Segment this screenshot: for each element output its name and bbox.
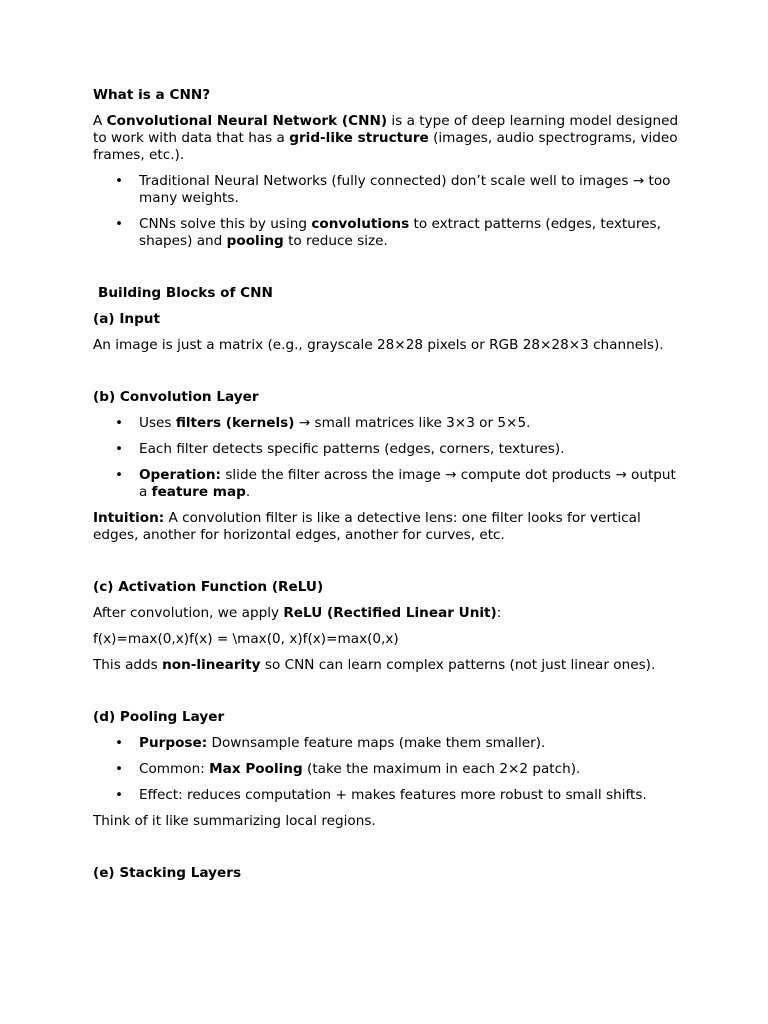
- text-run: :: [496, 605, 502, 621]
- bullet-list-pooling: [93, 735, 683, 804]
- list-item: [93, 173, 683, 207]
- text-run: Traditional Neural Networks (fully connected) don’t scale well to images → too many weights.: [139, 173, 671, 206]
- text-run: .: [245, 484, 251, 500]
- bold-term-grid: grid-like structure: [289, 130, 429, 146]
- bullet-icon: •: [115, 173, 124, 189]
- list-item: [93, 216, 683, 250]
- bold-term-pooling: pooling: [226, 233, 284, 249]
- heading-convolution-layer: (b) Convolution Layer: [93, 389, 259, 405]
- text-run: A: [93, 113, 107, 129]
- bold-term-purpose: Purpose:: [139, 735, 208, 751]
- paragraph-intuition: [93, 510, 683, 544]
- formula-relu: f(x)=max(0,x)f(x) = \max(0, x)f(x)=max(0,x): [93, 631, 399, 647]
- bullet-icon: •: [115, 787, 124, 803]
- spacer: [93, 553, 683, 579]
- bold-term-relu: ReLU (Rectified Linear Unit): [283, 605, 497, 621]
- bold-term-intuition: Intuition:: [93, 510, 165, 526]
- bold-term-nonlinearity: non-linearity: [162, 657, 261, 673]
- bullet-list-what: [93, 173, 683, 250]
- text-run: CNNs solve this by using: [139, 216, 312, 232]
- paragraph-relu-intro: [93, 605, 683, 622]
- list-item: [93, 761, 683, 778]
- heading-activation-function: (c) Activation Function (ReLU): [93, 579, 324, 595]
- list-item: [93, 735, 683, 752]
- text-run: is a type of deep learning model designed to work with data that has a: [93, 113, 679, 146]
- text-run: Downsample feature maps (make them smaller).: [207, 735, 546, 751]
- list-item: [93, 441, 683, 458]
- paragraph-pooling-summary: Think of it like summarizing local regions.: [93, 813, 376, 829]
- text-run: Common:: [139, 761, 210, 777]
- heading-building-blocks: Building Blocks of CNN: [98, 285, 273, 301]
- text-run: Each filter detects specific patterns (edges, corners, textures).: [139, 441, 565, 457]
- bullet-icon: •: [115, 761, 124, 777]
- text-run: to reduce size.: [283, 233, 388, 249]
- paragraph-nonlinearity: [93, 657, 683, 674]
- text-run: (take the maximum in each 2×2 patch).: [302, 761, 581, 777]
- bold-term-filters: filters (kernels): [175, 415, 295, 431]
- bullet-icon: •: [115, 441, 124, 457]
- text-run: This adds: [93, 657, 163, 673]
- bullet-icon: •: [115, 216, 124, 232]
- text-run: to extract patterns (edges, textures, shapes) and: [139, 216, 661, 249]
- list-item: [93, 787, 683, 804]
- document-page: [93, 87, 683, 891]
- text-run: A convolution filter is like a detective lens: one filter looks for vertical edges, another for horizontal edges, another for curves, etc.: [93, 510, 641, 543]
- heading-stacking-layers: (e) Stacking Layers: [93, 865, 242, 881]
- heading-what-is-cnn: What is a CNN?: [93, 87, 211, 103]
- text-run: After convolution, we apply: [93, 605, 284, 621]
- list-item: [93, 467, 683, 501]
- heading-pooling-layer: (d) Pooling Layer: [93, 709, 225, 725]
- bullet-icon: •: [115, 467, 124, 483]
- paragraph-cnn-definition: [93, 113, 683, 164]
- bold-term-operation: Operation:: [139, 467, 221, 483]
- text-run: → small matrices like 3×3 or 5×5.: [294, 415, 531, 431]
- bullet-icon: •: [115, 735, 124, 751]
- text-run: so CNN can learn complex patterns (not just linear ones).: [260, 657, 656, 673]
- bold-term-max-pooling: Max Pooling: [209, 761, 303, 777]
- heading-input: (a) Input: [93, 311, 160, 327]
- text-run: Effect: reduces computation + makes features more robust to small shifts.: [139, 787, 647, 803]
- spacer: [93, 363, 683, 389]
- spacer: [93, 259, 683, 285]
- bullet-icon: •: [115, 415, 124, 431]
- spacer: [93, 683, 683, 709]
- text-run: slide the filter across the image → compute dot products → output a: [139, 467, 676, 500]
- list-item: [93, 415, 683, 432]
- bullet-list-conv: [93, 415, 683, 501]
- text-run: (images, audio spectrograms, video frames, etc.).: [93, 130, 678, 163]
- paragraph-input: An image is just a matrix (e.g., grayscale 28×28 pixels or RGB 28×28×3 channels).: [93, 337, 664, 353]
- spacer: [93, 839, 683, 865]
- text-run: Uses: [139, 415, 176, 431]
- bold-term-feature-map: feature map: [151, 484, 246, 500]
- bold-term-cnn: Convolutional Neural Network (CNN): [106, 113, 388, 129]
- bold-term-convolutions: convolutions: [311, 216, 410, 232]
